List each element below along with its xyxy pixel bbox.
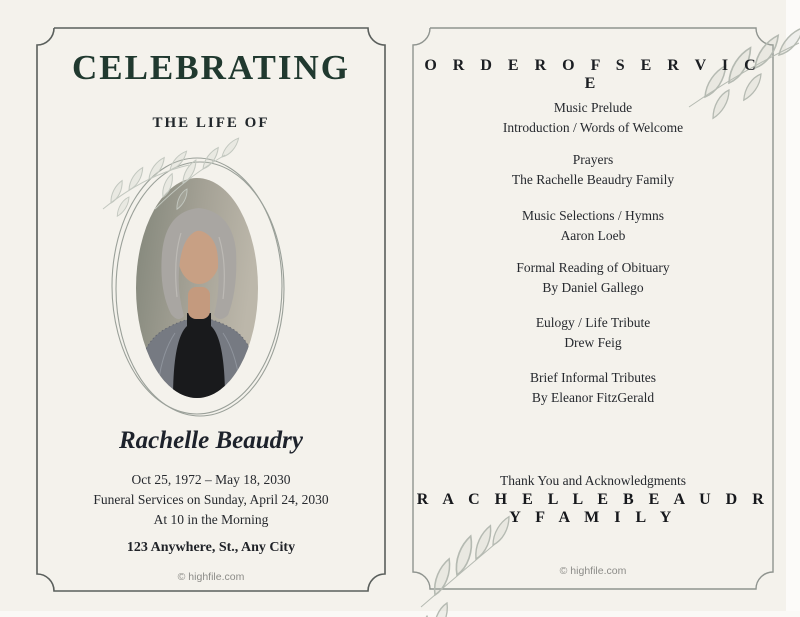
service-item — [413, 368, 773, 408]
service-item-detail: Drew Feig — [564, 335, 622, 350]
service-item-detail: By Daniel Gallego — [542, 280, 644, 295]
service-item-detail: By Eleanor FitzGerald — [531, 390, 655, 405]
page-title: CELEBRATING — [71, 48, 351, 87]
service-item-title: Music Selections / Hymns — [521, 208, 665, 223]
service-item — [413, 313, 773, 353]
family-name-line: R A C H E L L E B E A U D R Y F A M I L Y — [416, 491, 770, 526]
service-item — [413, 258, 773, 298]
service-item-title: Eulogy / Life Tribute — [535, 315, 651, 330]
service-item-title: Brief Informal Tributes — [530, 370, 656, 385]
page-edge-bottom — [0, 611, 800, 617]
service-item-title: Prayers — [572, 152, 614, 167]
deceased-name: Rachelle Beaudry — [118, 427, 303, 454]
service-address: 123 Anywhere, St., Any City — [126, 540, 296, 555]
service-item — [413, 98, 773, 138]
watermark-right: © highfile.com — [559, 565, 627, 577]
service-item-title: Music Prelude — [553, 100, 633, 115]
service-item-detail: The Rachelle Beaudry Family — [511, 172, 675, 187]
service-item — [413, 150, 773, 190]
service-details — [37, 470, 385, 530]
service-item-title: Formal Reading of Obituary — [516, 260, 670, 275]
order-of-service-page — [413, 27, 773, 590]
portrait-photo — [134, 178, 261, 399]
watermark-left: © highfile.com — [177, 571, 245, 583]
service-date-line: Funeral Services on Sunday, April 24, 2030 — [93, 492, 329, 507]
service-item-detail: Aaron Loeb — [560, 228, 626, 243]
cover-page — [37, 27, 385, 592]
service-time-line: At 10 in the Morning — [153, 512, 269, 527]
service-item — [413, 206, 773, 246]
page-edge-right — [786, 0, 800, 617]
service-item-detail: Introduction / Words of Welcome — [502, 120, 684, 135]
order-of-service-heading: O R D E R O F S E R V I C E — [424, 57, 762, 92]
life-dates: Oct 25, 1972 – May 18, 2030 — [131, 472, 291, 487]
page-subtitle: THE LIFE OF — [152, 115, 270, 131]
acknowledgments-line: Thank You and Acknowledgments — [500, 473, 686, 488]
